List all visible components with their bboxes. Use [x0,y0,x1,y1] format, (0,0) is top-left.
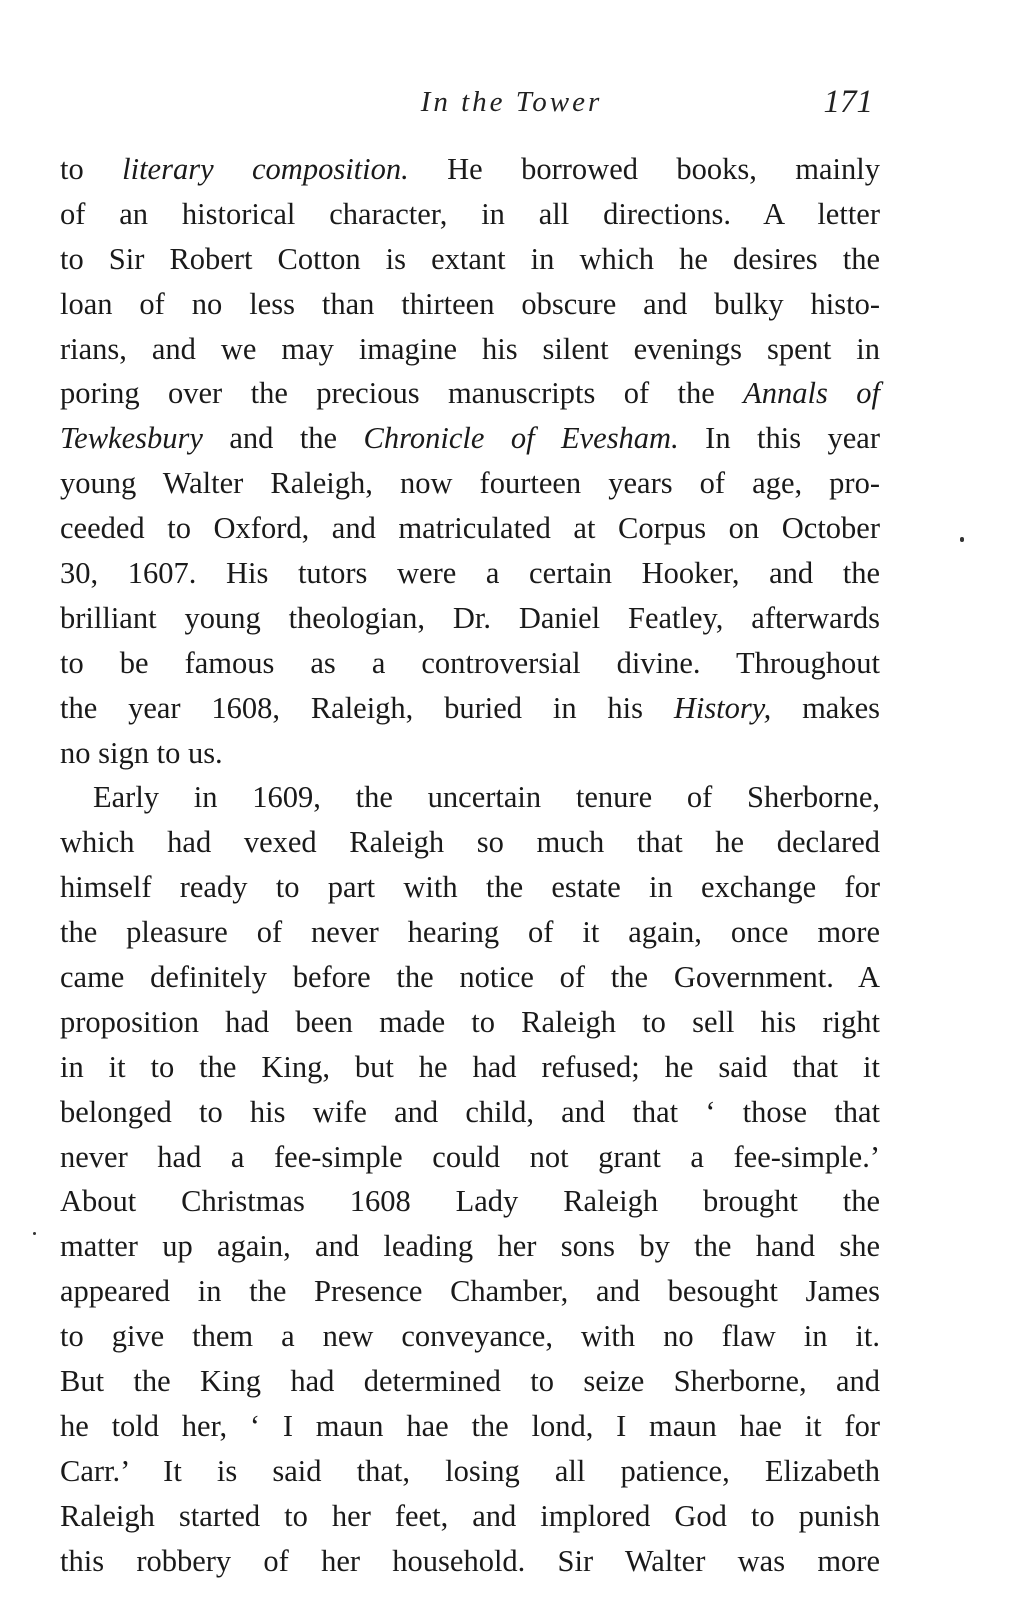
text-line [60,1000,880,1045]
text-segment: no sign to us. [60,735,223,770]
text-line [60,371,880,416]
text-line [60,1045,880,1090]
text-line [60,551,880,596]
text-line [60,1494,880,1539]
text-segment: which had vexed Raleigh so much that he declared [60,825,880,860]
text-segment: About Christmas 1608 Lady Raleigh brought the [60,1184,880,1219]
text-line [60,686,880,731]
print-speck [960,537,964,542]
text-segment: Raleigh started to her feet, and implored God to punish [60,1498,880,1533]
text-segment: proposition had been made to Raleigh to sell his right [60,1004,880,1039]
text-line [60,506,880,551]
text-segment: in it to the King, but he had refused; he said that it [60,1049,880,1084]
text-line [60,1359,880,1404]
text-line [60,327,880,372]
text-line [60,416,880,461]
text-line [60,1449,880,1494]
text-segment: But the King had determined to seize Sherborne, and [60,1364,880,1399]
text-line [60,1135,880,1180]
text-segment: young Walter Raleigh, now fourteen years of age, pro- [60,466,880,501]
text-segment: poring over the precious manuscripts of the [60,376,744,411]
text-segment: 30, 1607. His tutors were a certain Hooker, and the [60,556,880,591]
text-segment: himself ready to part with the estate in exchange for [60,870,880,905]
print-speck [33,1232,36,1235]
text-segment: never had a fee-simple could not grant a fee-simple.’ [60,1139,880,1174]
italic-text: Tewkesbury [60,421,203,456]
text-line [60,192,880,237]
text-segment: brilliant young theologian, Dr. Daniel Featley, afterwards [60,600,880,635]
text-segment: Early in 1609, the uncertain tenure of Sherborne, [93,780,880,815]
text-line [60,596,880,641]
text-segment: In this year [678,421,880,456]
text-segment: ceeded to Oxford, and matriculated at Corpus on October [60,511,880,546]
text-segment: matter up again, and leading her sons by the hand she [60,1229,880,1264]
text-line [60,1404,880,1449]
text-line [60,282,880,327]
text-line [60,1269,880,1314]
text-line [60,731,880,776]
text-line [60,641,880,686]
text-segment: of an historical character, in all directions. A letter [60,196,880,231]
text-segment: rians, and we may imagine his silent evenings spent in [60,331,880,366]
text-segment: belonged to his wife and child, and that ‘ those that [60,1094,880,1129]
text-segment: he told her, ‘ I maun hae the lond, I maun hae it for [60,1408,880,1443]
page-number: 171 [823,84,873,120]
text-line [60,910,880,955]
italic-text: Chronicle of Evesham. [363,421,679,456]
text-segment: to give them a new conveyance, with no flaw in it. [60,1319,880,1354]
text-line [60,865,880,910]
text-line [60,1090,880,1135]
text-segment: makes [771,690,880,725]
text-line [60,820,880,865]
text-line [60,955,880,1000]
italic-text: literary composition. [122,152,409,186]
text-segment: appeared in the Presence Chamber, and besought James [60,1274,880,1309]
text-line [60,1179,880,1224]
text-segment: came definitely before the notice of the Government. A [60,960,880,995]
text-segment: to Sir Robert Cotton is extant in which he desires the [60,241,880,276]
text-segment: He borrowed books, mainly [408,152,880,186]
body-text [60,147,880,1584]
italic-text: Annals of [743,376,880,411]
text-line [60,147,880,192]
text-segment: the year 1608, Raleigh, buried in his [60,690,674,725]
text-line [60,1224,880,1269]
text-line [60,461,880,506]
text-segment: loan of no less than thirteen obscure and bulky histo- [60,286,880,321]
running-title: In the Tower [420,86,603,118]
text-segment: to be famous as a controversial divine. Throughout [60,645,880,680]
text-line [60,237,880,282]
text-segment: and the [202,421,364,456]
italic-text: History, [673,690,772,725]
text-segment: Carr.’ It is said that, losing all patience, Elizabeth [60,1453,880,1488]
text-segment: to [60,152,123,186]
text-segment: the pleasure of never hearing of it again, once more [60,915,880,950]
text-line [60,775,880,820]
running-head [0,82,1023,132]
text-segment: this robbery of her household. Sir Walter was more [60,1543,880,1578]
text-line [60,1539,880,1584]
text-line [60,1314,880,1359]
